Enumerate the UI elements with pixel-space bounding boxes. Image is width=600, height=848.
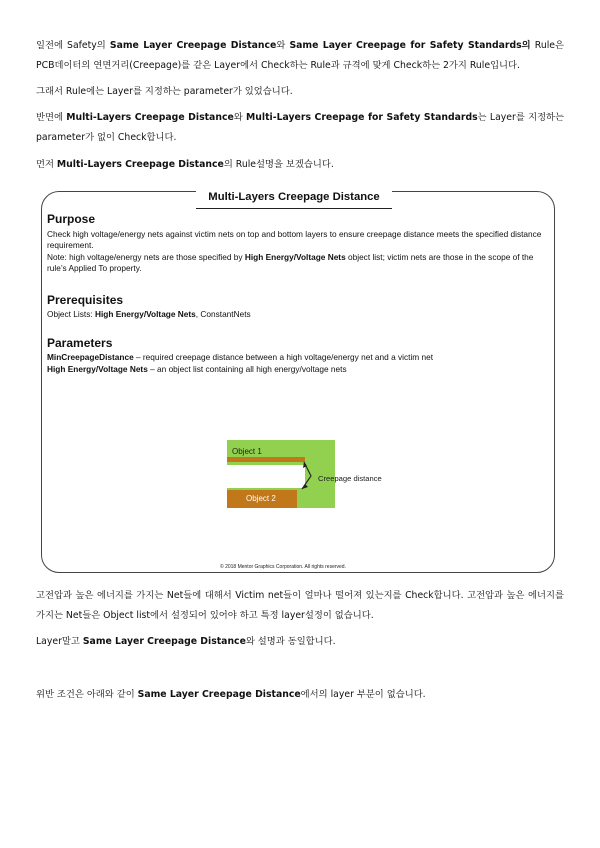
creepage-distance-label: Creepage distance [318,474,382,483]
object-1-label: Object 1 [232,447,262,456]
rule-name: Multi-Layers Creepage for Safety Standards [246,112,478,123]
prerequisites-text [47,309,547,320]
text: 의 Rule설명을 보겠습니다. [223,159,334,170]
text: Rule은 PCB데이터의 연면거리(Creepage)를 같은 Layer에서 Check하는 Rule과 규격에 맞게 Check하는 2가지 Rule입니다. [36,40,564,71]
text: 는 Layer를 지정하는 parameter가 없이 Check합니다. [36,112,565,143]
text: 에서의 layer 부분이 없습니다. [300,689,426,700]
parameter-hv-nets [47,364,547,375]
text: – an object list containing all high energy/voltage nets [147,364,347,374]
rule-name: Same Layer Creepage Distance [109,40,277,51]
text: 일전에 Safety의 [36,40,110,51]
object-2-label: Object 2 [246,494,276,503]
rule-name: Multi-Layers Creepage Distance [56,159,224,170]
creepage-distance-arrow-icon [296,458,318,494]
paragraph-layer-param: 그래서 Rule에는 Layer를 지정하는 parameter가 있었습니다. [36,86,293,97]
text: 와 [276,40,290,51]
box-title: Multi-Layers Creepage Distance [196,190,392,204]
paragraph-check-description: 고전압과 높은 에너지를 가지는 Net들에 대해서 Victim net들이 얼마나 떨어져 있는지를 Check합니다. 고전압과 높은 에너지를 가지는 Net들은 Object list에서 설정되어 있어야 하고 특정 layer설정이 없습니다. [36,590,564,621]
text: object list; victim nets are those in the scope of the rule’s Applied To property. [47,252,534,273]
rule-name: Same Layer Creepage for Safety Standards의 [289,40,531,51]
object-1-conductor [227,457,305,462]
rule-name: Same Layer Creepage Distance [137,689,301,700]
purpose-text: Check high voltage/energy nets against victim nets on top and bottom layers to ensure creepage distance meets the specified distance requirement. [47,229,542,250]
paragraph-multi-layer [36,108,564,148]
text: – required creepage distance between a high voltage/energy net and a victim net [133,352,434,362]
parameter-name: High Energy/Voltage Nets [47,364,148,374]
paragraph-violation [36,685,564,705]
paragraph-intro [36,36,564,76]
rule-name: Multi-Layers Creepage Distance [66,112,234,123]
text: Layer말고 [36,636,83,647]
parameters-heading: Parameters [47,336,113,350]
prerequisites-heading: Prerequisites [47,293,124,307]
copyright: © 2018 Mentor Graphics Corporation. All rights reserved. [220,564,346,570]
text: 먼저 [36,159,57,170]
rule-name: Same Layer Creepage Distance [82,636,246,647]
parameter-min-creepage [47,352,547,363]
text: Object Lists: [47,309,95,319]
object-list-name: High Energy/Voltage Nets [244,252,346,262]
paragraph-same-description [36,632,564,652]
text: 반면에 [36,112,67,123]
purpose-heading: Purpose [47,212,96,226]
text: 와 [233,112,247,123]
parameter-name: MinCreepageDistance [47,352,134,362]
paragraph-first [36,155,564,175]
text: 위반 조건은 아래와 같이 [36,689,138,700]
object-list-name: High Energy/Voltage Nets [94,309,196,319]
purpose-note [47,252,547,274]
creepage-diagram-gap [227,465,305,488]
text: Note: high voltage/energy nets are those specified by [47,252,245,262]
text: 와 설명과 동일합니다. [245,636,336,647]
title-underline [196,208,392,209]
text: , ConstantNets [195,309,251,319]
